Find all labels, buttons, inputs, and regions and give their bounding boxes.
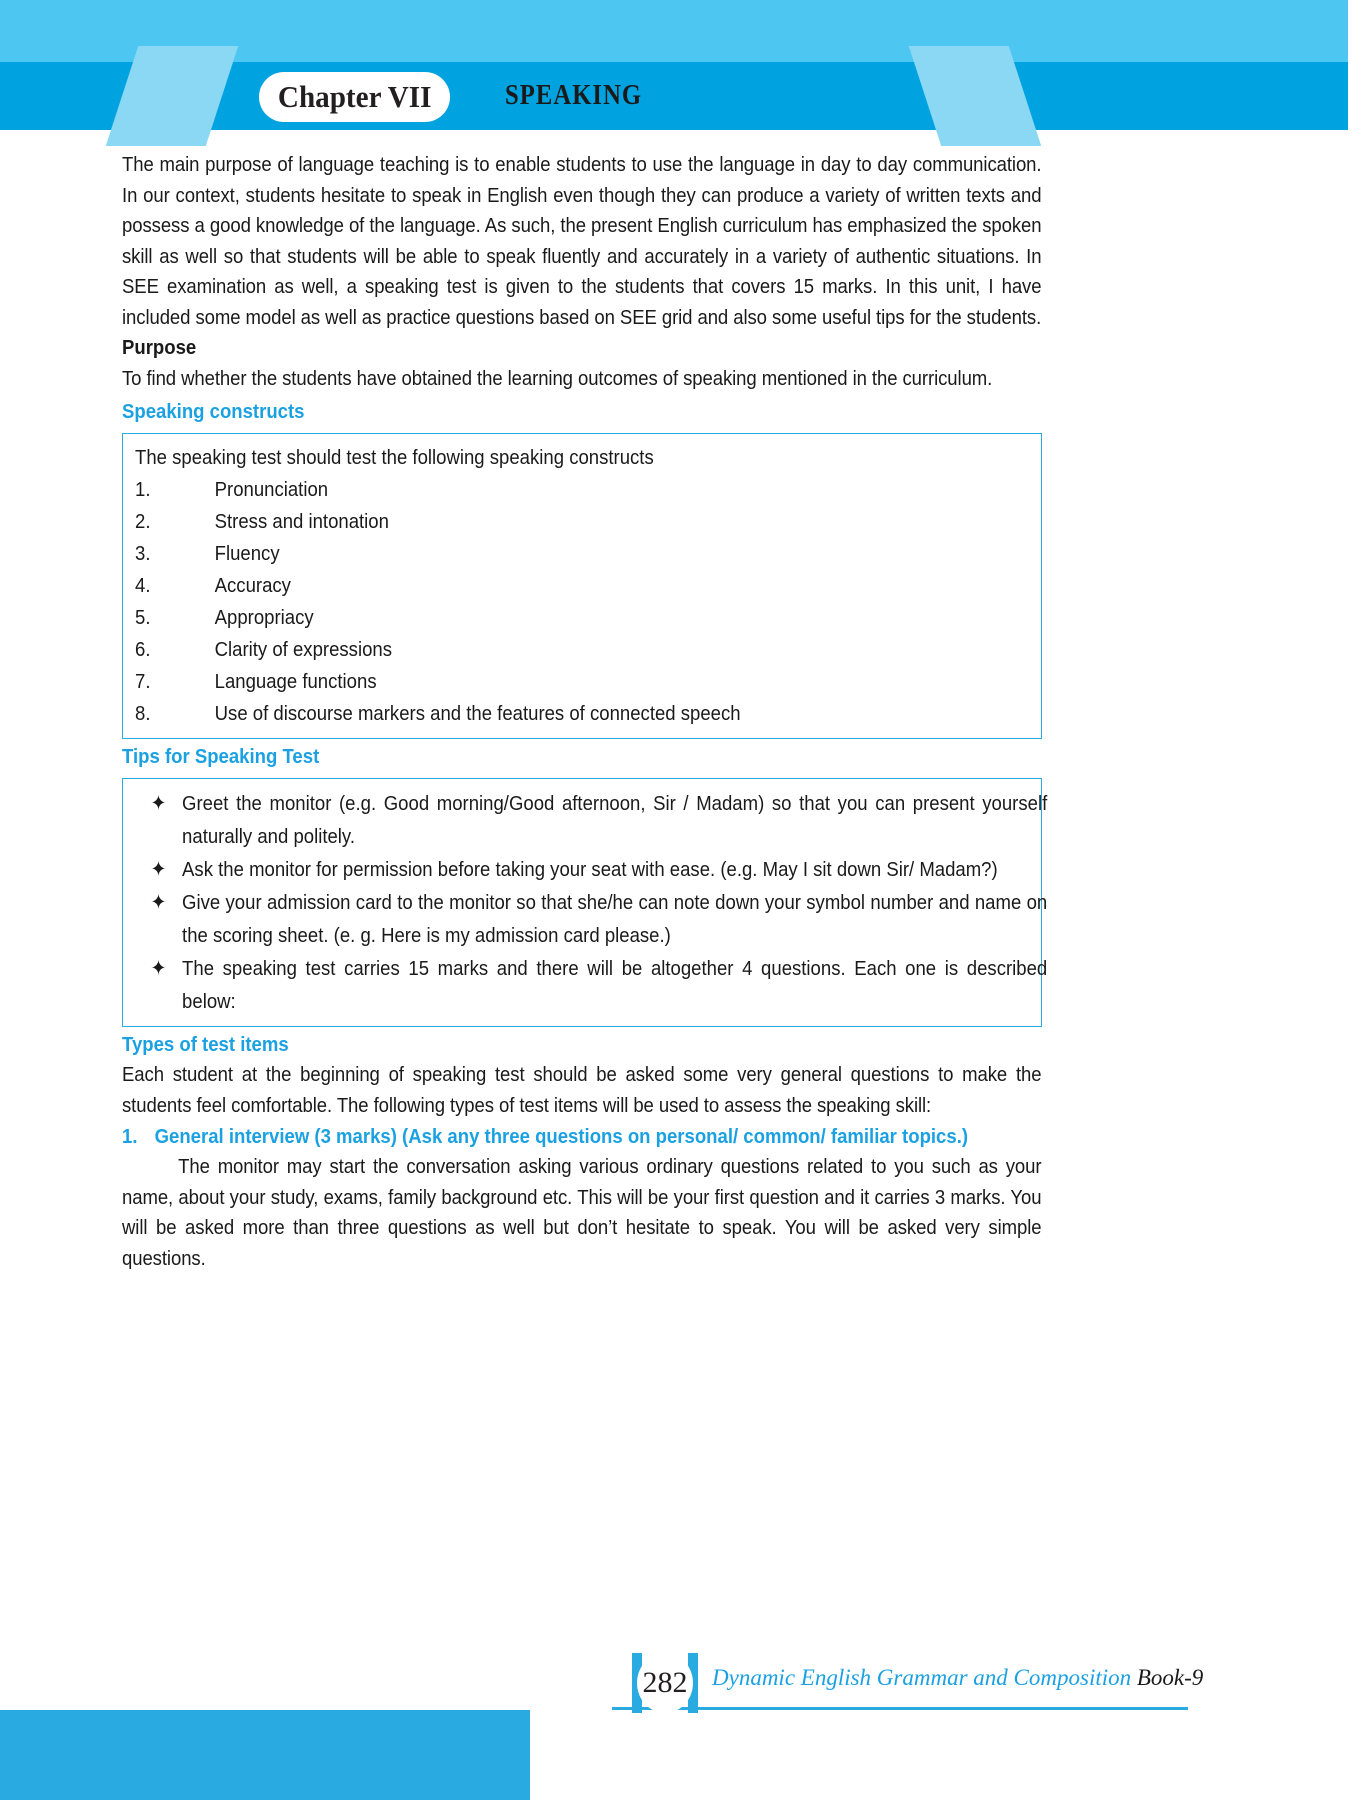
tip-text: Ask the monitor for permission before taking your seat with ease. (e.g. May I sit down Sir/ Madam?) xyxy=(182,858,998,881)
footer-corner-block xyxy=(0,1710,530,1800)
list-item-label: Stress and intonation xyxy=(214,510,389,533)
star-bullet-icon: ✦ xyxy=(150,891,167,914)
list-item-number: 4. xyxy=(135,574,151,597)
star-bullet-icon: ✦ xyxy=(150,957,167,980)
list-item xyxy=(135,853,1047,886)
chapter-badge xyxy=(259,72,450,122)
speaking-constructs-heading: Speaking constructs xyxy=(122,400,305,423)
list-item xyxy=(135,787,1047,853)
test-items-heading: Types of test items xyxy=(122,1033,289,1056)
list-item-label: Accuracy xyxy=(214,574,291,597)
page-content xyxy=(122,150,1048,1274)
list-item xyxy=(135,506,1040,538)
page-title: SPEAKING xyxy=(505,80,643,111)
list-item xyxy=(135,602,1040,634)
page-number-badge xyxy=(632,1653,698,1713)
tips-box xyxy=(122,778,1048,1027)
list-item xyxy=(135,886,1047,952)
list-item-number: 6. xyxy=(135,638,151,661)
test-item-title: General interview (3 marks) (Ask any three questions on personal/ common/ familiar topics.) xyxy=(154,1125,969,1148)
page-number: 282 xyxy=(642,1666,688,1699)
list-item xyxy=(135,570,1040,602)
list-item-number: 2. xyxy=(135,510,151,533)
list-item-number: 3. xyxy=(135,542,151,565)
list-item-number: 5. xyxy=(135,606,151,629)
list-item-number: 7. xyxy=(135,670,151,693)
list-item-label: Pronunciation xyxy=(214,478,329,501)
purpose-text: To find whether the students have obtained the learning outcomes of speaking mentioned in the curriculum. xyxy=(122,366,993,390)
list-item-label: Language functions xyxy=(214,670,377,693)
tip-text: The speaking test carries 15 marks and there will be altogether 4 questions. Each one is described below: xyxy=(182,957,1048,1013)
intro-paragraph: The main purpose of language teaching is to enable students to use the language in day to day communication. In our context, students hesitate to speak in English even though they can produce a variety of written texts and possess a good knowledge of the language. As such, the present English curriculum has emphasized the spoken skill as well so that students will be able to speak fluently and accurately in a variety of authentic situations. In SEE examination as well, a speaking test is given to the students that covers 15 marks. In this unit, I have included some model as well as practice questions based on SEE grid and also some useful tips for the students. xyxy=(122,153,1042,329)
list-item xyxy=(135,474,1040,506)
purpose-heading: Purpose xyxy=(122,336,197,359)
list-item xyxy=(135,538,1040,570)
list-item-number: 1. xyxy=(135,478,151,501)
footer-book-number: Book-9 xyxy=(1136,1665,1204,1690)
test-item-number: 1. xyxy=(122,1125,138,1148)
test-item-body: The monitor may start the conversation asking various ordinary questions related to you such as your name, about your study, exams, family background etc. This will be your first question and it carries 3 marks. You will be asked more than three questions as well but don’t hesitate to speak. You will be asked very simple questions. xyxy=(122,1155,1042,1270)
speaking-constructs-box-intro: The speaking test should test the following speaking constructs xyxy=(135,446,654,469)
tip-text: Give your admission card to the monitor so that she/he can note down your symbol number and name on the scoring sheet. (e. g. Here is my admission card please.) xyxy=(182,891,1048,947)
list-item-label: Appropriacy xyxy=(214,606,314,629)
footer-book-info xyxy=(712,1665,1203,1691)
list-item xyxy=(135,952,1047,1018)
chapter-header-banner xyxy=(0,0,1368,146)
list-item-label: Fluency xyxy=(214,542,280,565)
list-item-label: Use of discourse markers and the features of connected speech xyxy=(214,702,741,725)
tips-heading: Tips for Speaking Test xyxy=(122,745,320,768)
list-item-number: 8. xyxy=(135,702,151,725)
list-item xyxy=(135,698,1040,730)
footer-rule xyxy=(612,1707,1188,1710)
chapter-label: Chapter VII xyxy=(277,79,432,114)
list-item-label: Clarity of expressions xyxy=(214,638,392,661)
star-bullet-icon: ✦ xyxy=(150,858,167,881)
test-item-1 xyxy=(122,1121,1041,1152)
header-right-margin xyxy=(1348,0,1368,130)
tip-text: Greet the monitor (e.g. Good morning/Good afternoon, Sir / Madam) so that you can present yourself naturally and politely. xyxy=(182,792,1048,848)
list-item xyxy=(135,666,1040,698)
test-items-intro: Each student at the beginning of speaking test should be asked some very general questions to make the students feel comfortable. The following types of test items will be used to assess the speaking skill: xyxy=(122,1063,1042,1117)
list-item xyxy=(135,634,1040,666)
star-bullet-icon: ✦ xyxy=(150,792,167,815)
footer-book-title: Dynamic English Grammar and Composition xyxy=(712,1665,1137,1690)
speaking-constructs-box xyxy=(122,433,1042,739)
